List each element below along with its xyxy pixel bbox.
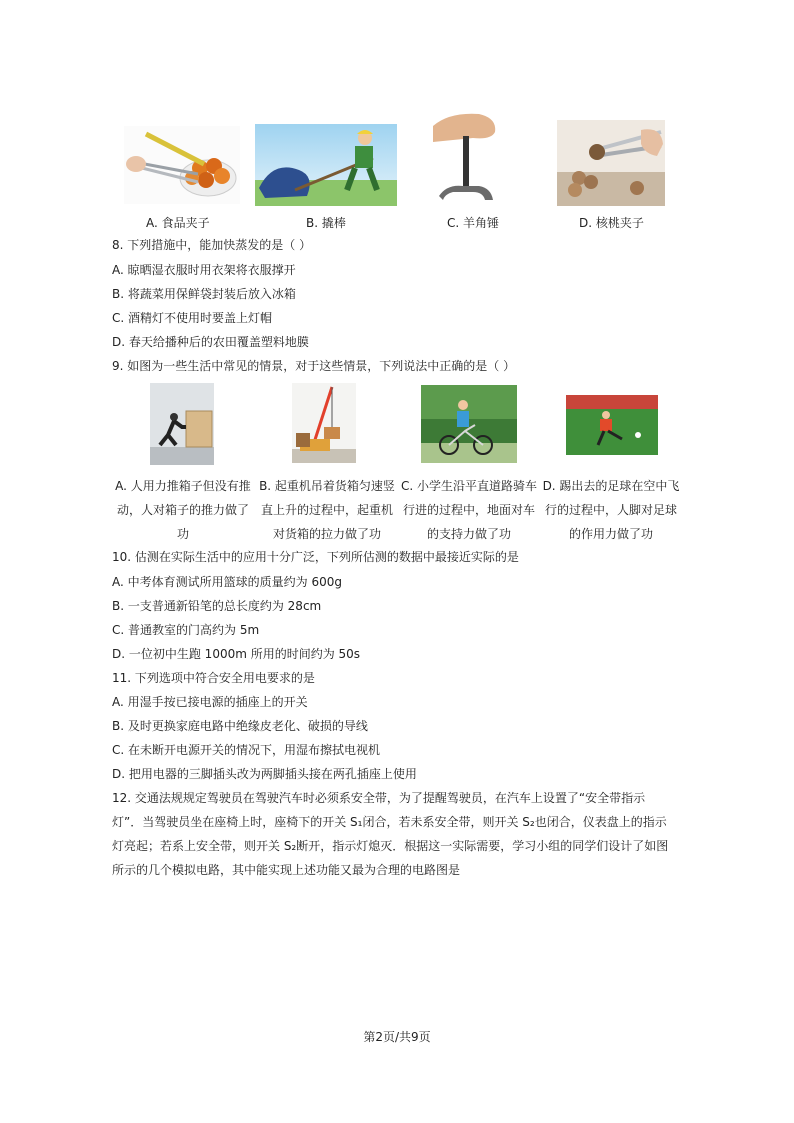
- question-10-option-b: B. 一支普通新铅笔的总长度约为 28cm: [112, 599, 322, 613]
- question-10-option-d: D. 一位初中生跑 1000m 所用的时间约为 50s: [112, 647, 361, 661]
- question-11-option-c: C. 在未断开电源开关的情况下，用湿布擦拭电视机: [112, 743, 381, 757]
- question-12-line-1: 12. 交通法规规定驾驶员在驾驶汽车时必须系安全带，为了提醒驾驶员，在汽车上设置了“安全带指示: [112, 791, 646, 805]
- question-11-option-a: A. 用湿手按已接电源的插座上的开关: [112, 695, 308, 709]
- question-9-option-b: [256, 474, 398, 546]
- question-11-stem: 11. 下列选项中符合安全用电要求的是: [112, 671, 315, 685]
- question-9-option-a: [112, 474, 254, 546]
- option-text-line: 直上升的过程中，起重机: [260, 503, 393, 517]
- question-12-line-4: 所示的几个模拟电路，其中能实现上述功能又最为合理的电路图是: [112, 863, 461, 877]
- question-11-option-d: D. 把用电器的三脚插头改为两脚插头接在两孔插座上使用: [112, 767, 417, 781]
- crowbar-image: [255, 124, 397, 206]
- question-11-option-b: B. 及时更换家庭电路中绝缘皮老化、破损的导线: [112, 719, 368, 733]
- option-text-line: 对货箱的拉力做了功: [272, 527, 381, 541]
- option-text-line: 行进的过程中，地面对车: [402, 503, 535, 517]
- question-8-option-c: C. 酒精灯不使用时要盖上灯帽: [112, 311, 273, 325]
- option-caption-a: A. 食品夹子: [146, 216, 210, 230]
- option-text-line: 的支持力做了功: [426, 527, 511, 541]
- option-caption-d: D. 核桃夹子: [579, 216, 644, 230]
- question-9-stem: 9. 如图为一些生活中常见的情景，对于这些情景，下列说法中正确的是（ ）: [112, 359, 516, 373]
- question-8-option-d: D. 春天给播种后的农田覆盖塑料地膜: [112, 335, 309, 349]
- crane-image: [292, 383, 356, 463]
- pushing-box-image: [150, 383, 214, 465]
- food-tongs-image: [124, 126, 240, 204]
- soccer-kick-image: [566, 395, 658, 455]
- cycling-image: [421, 385, 517, 463]
- option-text-line: C. 小学生沿平直道路骑车: [400, 479, 537, 493]
- question-9-option-d: [540, 474, 682, 546]
- option-text-line: 的作用力做了功: [568, 527, 653, 541]
- question-10-option-a: A. 中考体育测试所用篮球的质量约为 600g: [112, 575, 342, 589]
- option-text-line: 动，人对箱子的推力做了: [116, 503, 249, 517]
- question-10-option-c: C. 普通教室的门高约为 5m: [112, 623, 260, 637]
- option-text-line: A. 人用力推箱子但没有推: [115, 479, 251, 493]
- question-8-stem: 8. 下列措施中，能加快蒸发的是（ ）: [112, 238, 312, 252]
- option-caption-b: B. 撬棒: [306, 216, 346, 230]
- question-10-stem: 10. 估测在实际生活中的应用十分广泛，下列所估测的数据中最接近实际的是: [112, 550, 519, 564]
- option-caption-c: C. 羊角锤: [447, 216, 500, 230]
- walnut-cracker-image: [557, 120, 665, 206]
- option-text-line: B. 起重机吊着货箱匀速竖: [259, 479, 395, 493]
- option-text-line: 行的过程中，人脚对足球: [544, 503, 677, 517]
- claw-hammer-image: [433, 108, 503, 205]
- page-number: 第2页/共9页: [363, 1030, 431, 1044]
- question-8-option-a: A. 晾晒湿衣服时用衣架将衣服撑开: [112, 263, 296, 277]
- question-12-line-3: 灯亮起；若系上安全带，则开关 S₂断开，指示灯熄灭．根据这一实际需要，学习小组的同学们设计了如图: [112, 839, 669, 853]
- option-text-line: D. 踢出去的足球在空中飞: [542, 479, 680, 493]
- question-9-option-c: [398, 474, 540, 546]
- question-8-option-b: B. 将蔬菜用保鲜袋封装后放入冰箱: [112, 287, 296, 301]
- option-text-line: 功: [176, 527, 189, 541]
- question-12-line-2: 灯”．当驾驶员坐在座椅上时，座椅下的开关 S₁闭合，若未系安全带，则开关 S₂也闭合，仪表盘上的指示: [112, 815, 667, 829]
